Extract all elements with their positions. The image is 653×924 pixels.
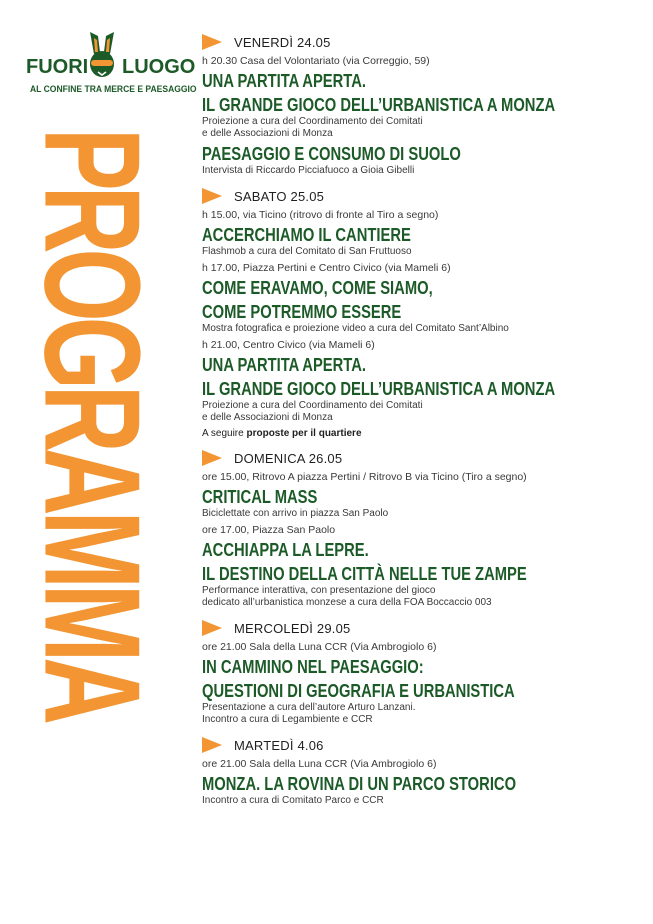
event-title: IL GRANDE GIOCO DELL’URBANISTICA A MONZA (202, 379, 556, 399)
event-info: ore 15.00, Ritrovo A piazza Pertini / Ritrovo B via Ticino (Tiro a segno) (202, 471, 527, 483)
event-title: UNA PARTITA APERTA. (202, 71, 366, 91)
arrow-icon (202, 34, 222, 50)
event-title: IN CAMMINO NEL PAESAGGIO: (202, 657, 424, 677)
event-description-line: Proiezione a cura del Coordinamento dei Comitati (202, 400, 423, 411)
event-info: h 21.00, Centro Civico (via Mameli 6) (202, 339, 375, 351)
logo (26, 30, 197, 100)
day-header (202, 735, 642, 755)
event-description-line: Performance interattiva, con presentazione del gioco (202, 585, 436, 596)
day-label: VENERDÌ 24.05 (234, 34, 331, 50)
event-title: COME ERAVAMO, COME SIAMO, (202, 278, 433, 298)
event-description (202, 165, 642, 177)
day-section (202, 32, 642, 177)
note-bold: proposte per il quartiere (246, 428, 362, 439)
vertical-title: PROGRAMMA (16, 128, 169, 721)
day-label: SABATO 25.05 (234, 188, 325, 204)
event-info: h 15.00, via Ticino (ritrovo di fronte al Tiro a segno) (202, 209, 439, 221)
event-info: ore 17.00, Piazza San Paolo (202, 524, 336, 536)
event-title: UNA PARTITA APERTA. (202, 355, 366, 375)
arrow-icon (202, 737, 222, 753)
day-header (202, 618, 642, 638)
event-title: ACCHIAPPA LA LEPRE. (202, 540, 369, 560)
event-info: h 17.00, Piazza Pertini e Centro Civico (via Mameli 6) (202, 262, 451, 274)
event-title: COME POTREMMO ESSERE (202, 302, 402, 322)
event-description (202, 116, 642, 140)
event-description-line: Intervista di Riccardo Picciafuoco a Gioia Gibelli (202, 165, 415, 176)
event-description (202, 400, 642, 424)
event-description-line: dedicato all’urbanistica monzese a cura della FOA Boccaccio 003 (202, 597, 492, 608)
day-note (202, 428, 642, 439)
event-description (202, 585, 642, 609)
event-description-line: Mostra fotografica e proiezione video a cura del Comitato Sant’Albino (202, 323, 509, 334)
event-description-line: Incontro a cura di Comitato Parco e CCR (202, 795, 384, 806)
event-title: ACCERCHIAMO IL CANTIERE (202, 225, 411, 245)
logo-tagline: AL CONFINE TRA MERCE E PAESAGGIO (30, 84, 197, 95)
event-title: IL DESTINO DELLA CITTÀ NELLE TUE ZAMPE (202, 564, 527, 584)
arrow-icon (202, 450, 222, 466)
event-info: ore 21.00 Sala della Luna CCR (Via Ambrogiolo 6) (202, 758, 437, 770)
event-description-line: Biciclettate con arrivo in piazza San Paolo (202, 508, 389, 519)
event-description-line: Flashmob a cura del Comitato di San Fruttuoso (202, 246, 412, 257)
event-description (202, 795, 642, 807)
day-header (202, 448, 642, 468)
event-description-line: Presentazione a cura dell’autore Arturo Lanzani. (202, 702, 416, 713)
day-section (202, 735, 642, 807)
event-description-line: e delle Associazioni di Monza (202, 412, 333, 423)
program-list (202, 32, 642, 816)
event-description-line: e delle Associazioni di Monza (202, 128, 333, 139)
day-section (202, 448, 642, 609)
day-section (202, 618, 642, 726)
logo-word-right: LUOGO (122, 56, 196, 78)
day-section (202, 186, 642, 439)
event-title: IL GRANDE GIOCO DELL’URBANISTICA A MONZA (202, 95, 556, 115)
logo-word-left: FUORI (26, 56, 89, 78)
event-description (202, 702, 642, 726)
event-title: MONZA. LA ROVINA DI UN PARCO STORICO (202, 774, 517, 794)
rabbit-icon (82, 30, 122, 82)
event-title: QUESTIONI DI GEOGRAFIA E URBANISTICA (202, 681, 515, 701)
event-description-line: Incontro a cura di Legambiente e CCR (202, 714, 373, 725)
day-label: DOMENICA 26.05 (234, 450, 343, 466)
day-label: MARTEDÌ 4.06 (234, 737, 324, 753)
event-info: ore 21.00 Sala della Luna CCR (Via Ambrogiolo 6) (202, 641, 437, 653)
note-prefix: A seguire (202, 428, 247, 439)
arrow-icon (202, 188, 222, 204)
event-description (202, 323, 642, 335)
event-description (202, 508, 642, 520)
event-info: h 20.30 Casa del Volontariato (via Correggio, 59) (202, 55, 430, 67)
arrow-icon (202, 620, 222, 636)
event-title: PAESAGGIO E CONSUMO DI SUOLO (202, 144, 461, 164)
event-description-line: Proiezione a cura del Coordinamento dei Comitati (202, 116, 423, 127)
day-header (202, 186, 642, 206)
event-title: CRITICAL MASS (202, 487, 318, 507)
day-header (202, 32, 642, 52)
event-description (202, 246, 642, 258)
day-label: MERCOLEDÌ 29.05 (234, 620, 351, 636)
